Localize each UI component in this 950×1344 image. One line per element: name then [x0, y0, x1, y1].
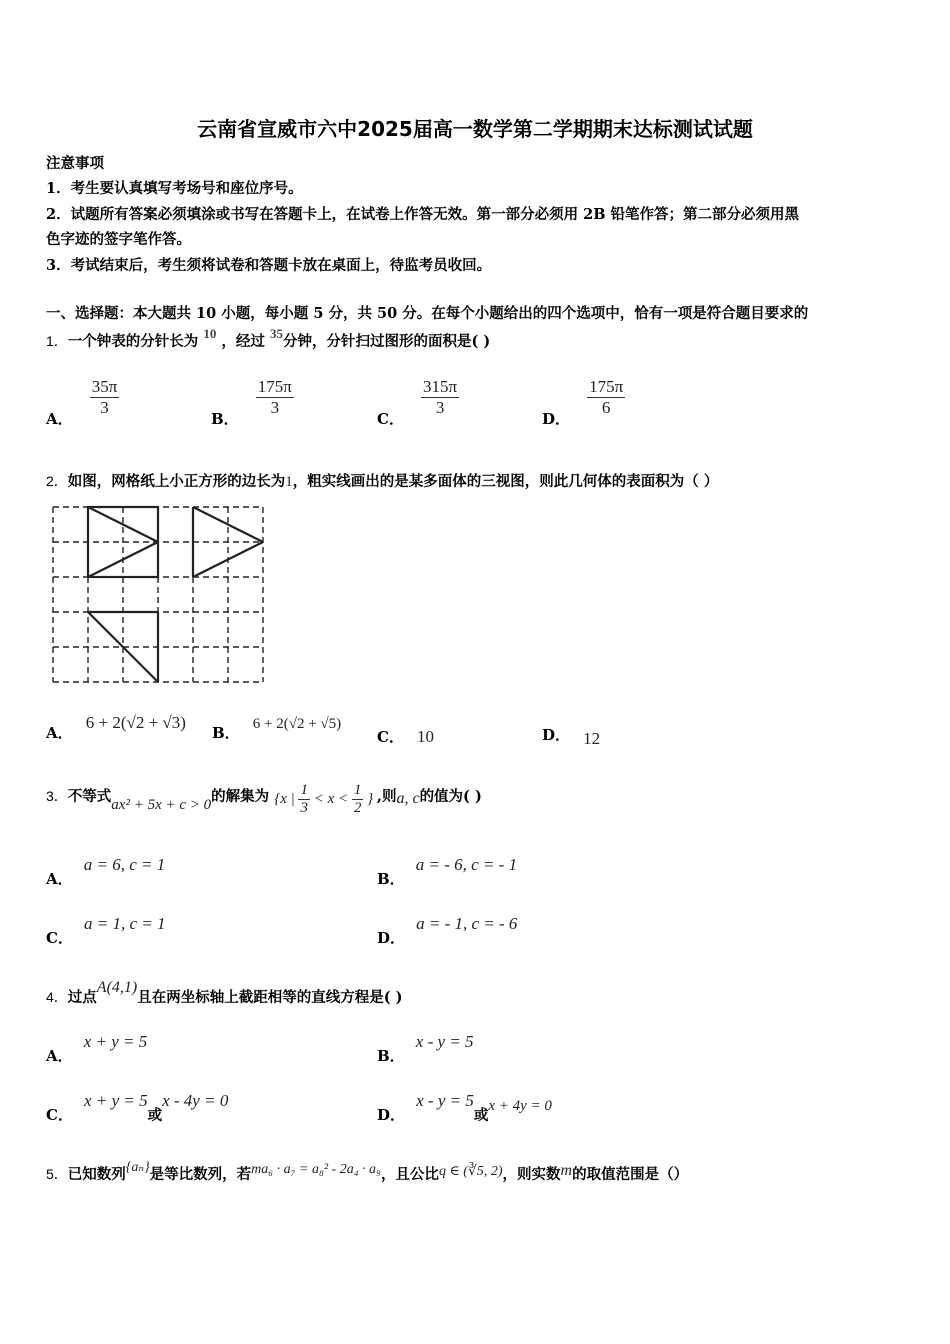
q4-text-2: 且在两坐标轴上截距相等的直线方程是( ) — [137, 989, 403, 1006]
q4-text-1: 过点 — [67, 989, 97, 1006]
denominator: 3 — [100, 398, 109, 417]
numerator: 1 — [353, 782, 362, 798]
question-number: 3． — [46, 787, 68, 804]
denominator: 6 — [601, 398, 611, 417]
q1-option-d[interactable] — [542, 377, 625, 428]
option-label: D． — [377, 929, 406, 947]
notice-item-1: 1．考生要认真填写考场号和座位序号。 — [46, 180, 303, 197]
q4-option-a[interactable] — [46, 1031, 148, 1065]
option-label: C． — [377, 410, 404, 428]
q1-length: 10 — [203, 326, 217, 341]
option-expression: a = - 1, c = - 6 — [416, 914, 518, 933]
option-label: D． — [542, 410, 571, 428]
set-close: } — [367, 790, 374, 807]
q5-equation: ma₆ · a₇ = a₈² - 2a₄ · a₉ — [251, 1162, 381, 1177]
option-expression-2: x - 4y = 0 — [162, 1091, 229, 1110]
option-expression-2: x + 4y = 0 — [488, 1098, 552, 1114]
q1-option-b[interactable] — [211, 377, 294, 428]
q2-text-2: ，粗实线画出的是某多面体的三视图，则此几何体的表面积为（ ） — [292, 473, 719, 490]
q3-text-3: ,则 — [376, 787, 397, 805]
q4-point: A(4,1) — [96, 979, 138, 996]
question-number: 2． — [46, 473, 68, 489]
q3-option-b[interactable] — [377, 854, 518, 888]
question-number: 4． — [46, 989, 68, 1005]
q1-option-c[interactable] — [377, 377, 459, 428]
page-title: 云南省宣威市六中2025届高一数学第二学期期末达标测试试题 — [197, 117, 753, 141]
fraction — [256, 377, 294, 418]
q5-text-3: ，且公比 — [380, 1166, 439, 1183]
denominator: 3 — [435, 398, 445, 417]
option-label: D． — [542, 726, 571, 744]
option-expression-1: x + y = 5 — [84, 1091, 148, 1110]
q4-option-c[interactable] — [46, 1090, 229, 1124]
fraction — [587, 377, 625, 418]
question-3 — [46, 782, 482, 817]
q2-option-a[interactable] — [46, 712, 186, 742]
option-label: A． — [46, 410, 73, 428]
q1-text-3: 分钟，分针扫过图形的面积是( ) — [282, 333, 491, 350]
question-5 — [46, 1160, 689, 1184]
fraction — [90, 377, 120, 418]
q3-vars: a, c — [396, 789, 420, 807]
option-expression: a = - 6, c = - 1 — [415, 855, 518, 874]
option-label: C． — [46, 929, 73, 947]
q5-ratio: q ∈ (∛5, 2) — [438, 1164, 503, 1179]
q5-text-5: 的取值范围是（） — [572, 1166, 689, 1183]
set-open: {x | — [274, 790, 295, 807]
numerator: 175π — [257, 377, 292, 396]
option-label: B． — [211, 410, 239, 428]
set-middle: < x < — [313, 790, 349, 807]
or-text: 或 — [147, 1107, 163, 1124]
q1-minutes: 35 — [269, 326, 283, 341]
fraction-one-half — [352, 782, 364, 817]
q1-text-1: 一个钟表的分针长为 — [67, 333, 199, 350]
notice-item-2b: 色字迹的签字笔作答。 — [46, 231, 191, 248]
option-label: A． — [46, 1047, 73, 1065]
q4-option-b[interactable] — [377, 1031, 474, 1065]
option-label: A． — [46, 724, 73, 742]
notice-item-3: 3．考试结束后，考生须将试卷和答题卡放在桌面上，待监考员收回。 — [46, 257, 492, 274]
option-label: B． — [377, 1047, 405, 1065]
option-label: C． — [46, 1106, 73, 1124]
option-label: D． — [377, 1106, 406, 1124]
fraction — [421, 377, 459, 418]
fraction-one-third — [298, 782, 310, 817]
q1-option-a[interactable] — [46, 377, 119, 428]
section-heading: 一、选择题：本大题共 10 小题，每小题 5 分，共 50 分。在每个小题给出的四个选项中，恰有一项是符合题目要求的 — [46, 305, 809, 322]
q3-inequality: ax² + 5x + c > 0 — [111, 796, 212, 813]
q3-text-4: 的值为( ) — [419, 787, 482, 805]
solution-set — [274, 782, 377, 816]
question-number: 5． — [46, 1166, 68, 1182]
q5-text-1: 已知数列 — [67, 1166, 126, 1183]
q3-text-1: 不等式 — [67, 787, 112, 805]
option-expression-1: x - y = 5 — [416, 1091, 474, 1110]
option-expression: a = 6, c = 1 — [83, 855, 166, 874]
option-expression: 6 + 2(√2 + √5) — [252, 716, 342, 732]
question-1 — [46, 326, 491, 351]
option-expression: 12 — [583, 729, 601, 748]
option-label: B． — [212, 724, 240, 742]
q3-option-a[interactable] — [46, 854, 166, 888]
question-4 — [46, 979, 403, 1007]
option-expression: 10 — [417, 727, 435, 746]
q2-text-1: 如图，网格纸上小正方形的边长为 — [67, 473, 286, 490]
q2-option-c[interactable] — [377, 726, 434, 747]
q5-text-4: ，则实数 — [502, 1166, 561, 1183]
three-view-figure — [50, 504, 266, 688]
denominator: 3 — [270, 398, 280, 417]
numerator: 175π — [589, 377, 624, 396]
q5-m: m — [560, 1162, 573, 1179]
q4-option-d[interactable] — [377, 1090, 552, 1124]
q5-text-2: 是等比数列，若 — [149, 1166, 252, 1183]
option-expression: a = 1, c = 1 — [84, 914, 166, 933]
notice-heading: 注意事项 — [46, 155, 104, 172]
notice-item-2a: 2．试题所有答案必须填涂或书写在答题卡上，在试卷上作答无效。第一部分必须用 2B 铅笔作答；第二部分必须用黑 — [46, 206, 800, 223]
question-2 — [46, 470, 718, 491]
option-expression: 6 + 2(√2 + √3) — [85, 713, 186, 732]
option-label: C． — [377, 728, 404, 746]
q3-option-d[interactable] — [377, 913, 518, 947]
numerator: 35π — [91, 377, 118, 396]
q1-text-2: ，经过 — [221, 333, 265, 350]
q2-option-d[interactable] — [542, 724, 601, 748]
denominator: 2 — [353, 800, 362, 816]
q2-option-b[interactable] — [212, 712, 342, 742]
option-label: A． — [46, 870, 73, 888]
numerator: 315π — [423, 377, 458, 396]
option-label: B． — [377, 870, 405, 888]
q3-text-2: 的解集为 — [211, 787, 270, 805]
q5-sequence: {aₙ} — [125, 1160, 150, 1175]
option-expression: x - y = 5 — [415, 1032, 474, 1051]
option-expression: x + y = 5 — [83, 1032, 148, 1051]
numerator: 1 — [300, 782, 308, 798]
or-text: 或 — [473, 1107, 489, 1124]
q2-side-length: 1 — [285, 474, 293, 490]
denominator: 3 — [300, 800, 308, 816]
question-number: 1． — [46, 333, 68, 349]
q3-option-c[interactable] — [46, 913, 166, 947]
